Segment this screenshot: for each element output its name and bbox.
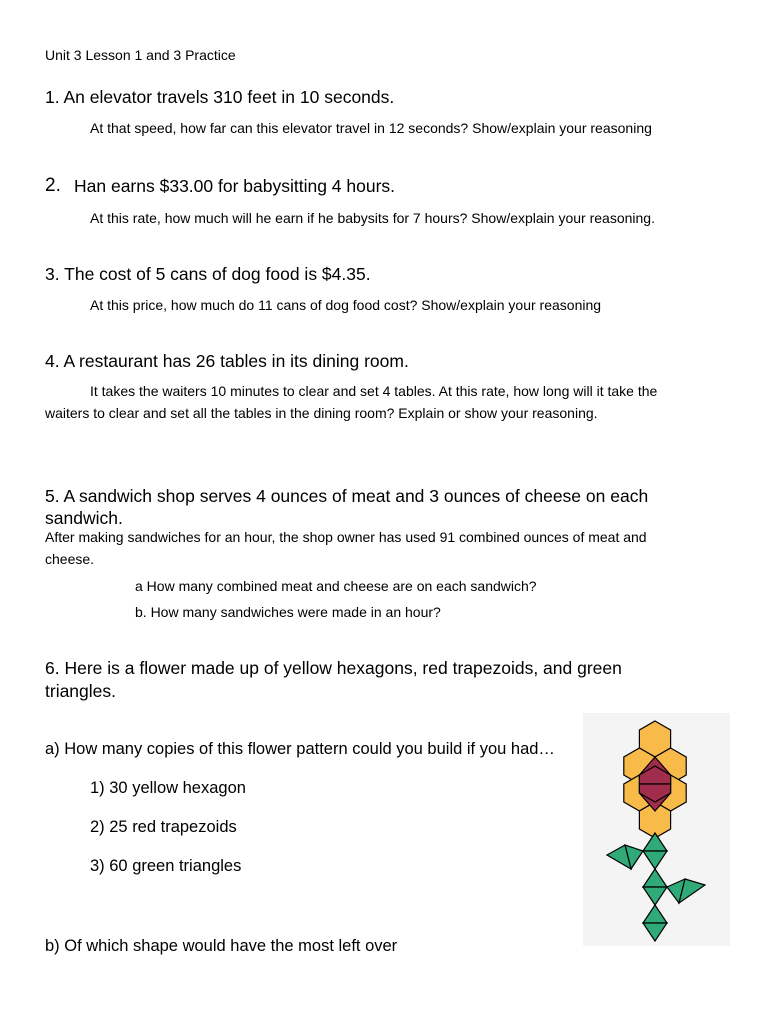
question-6-item-2: 2) 25 red trapezoids bbox=[90, 818, 237, 836]
question-3-prompt: At this price, how much do 11 cans of dog food cost? Show/explain your reasoning bbox=[90, 297, 602, 313]
question-4-heading: 4. A restaurant has 26 tables in its dining room. bbox=[45, 351, 409, 371]
question-6-heading-line1: 6. Here is a flower made up of yellow hexagons, red trapezoids, and green bbox=[45, 658, 622, 678]
question-5-body-line1: After making sandwiches for an hour, the shop owner has used 91 combined ounces of meat and bbox=[45, 529, 647, 545]
question-6-heading-line2: triangles. bbox=[45, 681, 117, 701]
question-2-prompt: At this rate, how much will he earn if he babysits for 7 hours? Show/explain your reasoning. bbox=[90, 210, 655, 226]
question-5-heading-line1: 5. A sandwich shop serves 4 ounces of meat and 3 ounces of cheese on each bbox=[45, 486, 649, 506]
question-5-heading-line2: sandwich. bbox=[45, 508, 123, 528]
question-5-part-b: b. How many sandwiches were made in an hour? bbox=[135, 604, 441, 620]
question-3-heading: 3. The cost of 5 cans of dog food is $4.35. bbox=[45, 264, 371, 284]
question-4-prompt-line1: It takes the waiters 10 minutes to clear and set 4 tables. At this rate, how long will it take the bbox=[90, 383, 658, 399]
question-2-heading: Han earns $33.00 for babysitting 4 hours. bbox=[74, 176, 396, 196]
question-6-part-a: a) How many copies of this flower pattern could you build if you had… bbox=[45, 740, 555, 758]
question-2-number: 2. bbox=[45, 175, 61, 196]
flower-pattern-figure bbox=[583, 713, 730, 946]
question-6-item-3: 3) 60 green triangles bbox=[90, 857, 242, 875]
question-5-body-line2: cheese. bbox=[45, 551, 95, 567]
question-5-part-a: a How many combined meat and cheese are on each sandwich? bbox=[135, 578, 537, 594]
question-6-part-b: b) Of which shape would have the most left over bbox=[45, 937, 398, 955]
page-title: Unit 3 Lesson 1 and 3 Practice bbox=[45, 47, 236, 63]
question-6-item-1: 1) 30 yellow hexagon bbox=[90, 779, 246, 797]
question-4-prompt-line2: waiters to clear and set all the tables in the dining room? Explain or show your reasoning. bbox=[45, 405, 598, 421]
question-1-heading: 1. An elevator travels 310 feet in 10 seconds. bbox=[45, 87, 395, 107]
question-1-prompt: At that speed, how far can this elevator travel in 12 seconds? Show/explain your reasoning bbox=[90, 120, 652, 136]
